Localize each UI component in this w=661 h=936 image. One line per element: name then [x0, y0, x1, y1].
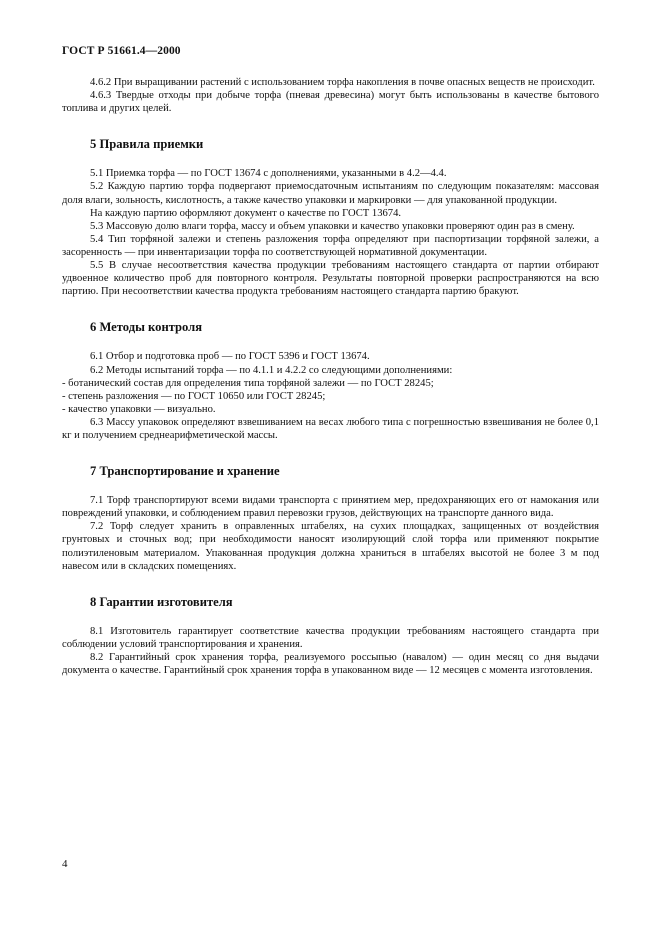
paragraph: 4.6.3 Твердые отходы при добыче торфа (пневая древесина) могут быть использованы в качестве бытового топлива и других целей. [62, 90, 599, 115]
document-body [62, 76, 599, 677]
paragraph: 6.3 Массу упаковок определяют взвешиванием на весах любого типа с погрешностью взвешивания не более 0,1 кг и получением среднеарифметической массы. [62, 416, 599, 441]
paragraph: 8.1 Изготовитель гарантирует соответствие качества продукции требованиям настоящего стандарта при соблюдении условий транспортирования и хранения. [62, 625, 599, 650]
section-heading: 6 Методы контроля [90, 320, 203, 335]
section-heading: 5 Правила приемки [90, 137, 204, 152]
list-item: - степень разложения — по ГОСТ 10650 или ГОСТ 28245; [62, 390, 326, 402]
paragraph: 6.1 Отбор и подготовка проб — по ГОСТ 5396 и ГОСТ 13674. [90, 351, 370, 363]
paragraph: 6.2 Методы испытаний торфа — по 4.1.1 и 4.2.2 со следующими дополнениями: [90, 364, 453, 376]
list-item: - ботанический состав для определения типа торфяной залежи — по ГОСТ 28245; [62, 377, 434, 389]
paragraph: 7.2 Торф следует хранить в оправленных штабелях, на сухих площадках, защищенных от воздействия грунтовых и сточных вод; при необходимости наносят изолирующий слой торфа или применяют покрытие полиэтиленовым материалом. Упакованная продукция должна храниться в штабелях высотой не более 3 м под навесом или в складских помещениях. [62, 521, 599, 572]
document-header: ГОСТ Р 51661.4—2000 [62, 45, 181, 57]
paragraph: 5.5 В случае несоответствия качества продукции требованиям настоящего стандарта от партии отбирают удвоенное количество проб для повторного контроля. Результаты повторной проверки распространяются на всю партию. При несоответствии качества продукта требованиям настоящего стандарта партию бракуют. [62, 260, 599, 298]
paragraph: 5.4 Тип торфяной залежи и степень разложения торфа определяют при паспортизации торфяной залежи, а засоренность — при инвентаризации торфа по соответствующей нормативной документации. [62, 233, 599, 258]
paragraph: 5.2 Каждую партию торфа подвергают приемосдаточным испытаниям по следующим показателям: массовая доля влаги, зольность, кислотность, а также качество упаковки и маркировки — для упакованной продукции. [62, 181, 599, 206]
section-heading: 7 Транспортирование и хранение [90, 464, 280, 479]
section-heading: 8 Гарантии изготовителя [90, 594, 233, 609]
paragraph: На каждую партию оформляют документ о качестве по ГОСТ 13674. [90, 207, 402, 219]
paragraph: 4.6.2 При выращивании растений с использованием торфа накопления в почве опасных веществ не происходит. [90, 77, 595, 88]
paragraph: 5.1 Приемка торфа — по ГОСТ 13674 с дополнениями, указанными в 4.2—4.4. [90, 168, 447, 180]
paragraph: 8.2 Гарантийный срок хранения торфа, реализуемого россыпью (навалом) — один месяц со дня выдачи документа о качестве. Гарантийный срок хранения торфа в упакованном виде — 12 месяцев с момента изготовления. [62, 652, 599, 677]
paragraph: 7.1 Торф транспортируют всеми видами транспорта с принятием мер, предохраняющих его от намокания или повреждений упаковки, и соблюдением правил перевозки грузов, действующих на транспорте данного вида. [62, 495, 599, 520]
page-number: 4 [62, 858, 68, 870]
list-item: - качество упаковки — визуально. [62, 403, 216, 415]
paragraph: 5.3 Массовую долю влаги торфа, массу и объем упаковки и качество упаковки проверяют один раз в смену. [90, 220, 575, 232]
